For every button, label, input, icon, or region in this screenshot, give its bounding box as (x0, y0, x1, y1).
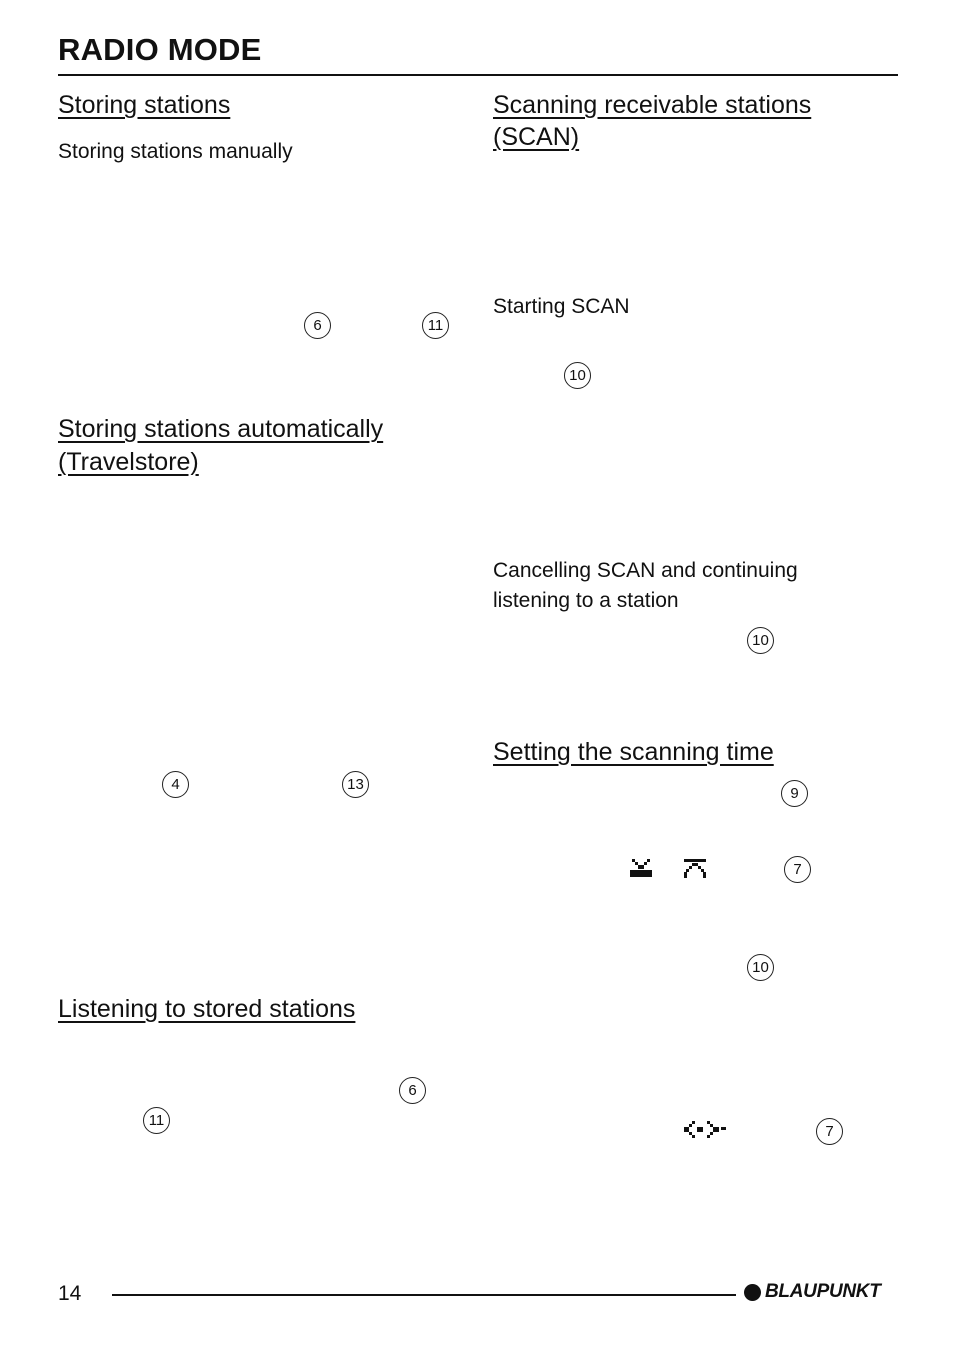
ref-marker: 4 (162, 771, 189, 798)
heading-scan-line2: (SCAN) (493, 123, 580, 151)
ref-marker: 10 (747, 627, 774, 654)
ref-marker: 11 (143, 1107, 170, 1134)
ref-marker: 9 (781, 780, 808, 807)
brand-logo (744, 1281, 881, 1303)
subheading-cancelling-line1: Cancelling SCAN and continuing (493, 559, 798, 582)
heading-scan-line1: Scanning receivable stations (493, 91, 812, 119)
ref-marker: 13 (342, 771, 369, 798)
ref-marker: 6 (304, 312, 331, 339)
page-title: RADIO MODE (58, 32, 262, 67)
heading-listening-stored: Listening to stored stations (58, 995, 356, 1023)
heading-travelstore-line1: Storing stations automatically (58, 415, 384, 443)
page-number: 14 (58, 1282, 82, 1305)
heading-scanning-time: Setting the scanning time (493, 738, 774, 766)
brand-dot-icon (744, 1284, 761, 1301)
up-arrow-key-icon (684, 859, 706, 879)
ref-marker: 10 (747, 954, 774, 981)
heading-travelstore-line2: (Travelstore) (58, 448, 199, 476)
ref-marker: 11 (422, 312, 449, 339)
ref-marker: 7 (816, 1118, 843, 1145)
down-arrow-key-icon (630, 859, 652, 879)
left-right-arrow-key-icon (684, 1121, 726, 1139)
footer-divider (112, 1294, 736, 1296)
subheading-storing-manually: Storing stations manually (58, 140, 293, 163)
heading-storing-stations: Storing stations (58, 91, 231, 119)
title-divider (58, 74, 898, 76)
subheading-cancelling-line2: listening to a station (493, 589, 679, 612)
ref-marker: 6 (399, 1077, 426, 1104)
subheading-starting-scan: Starting SCAN (493, 295, 630, 318)
ref-marker: 10 (564, 362, 591, 389)
ref-marker: 7 (784, 856, 811, 883)
brand-name: BLAUPUNKT (765, 1281, 881, 1302)
